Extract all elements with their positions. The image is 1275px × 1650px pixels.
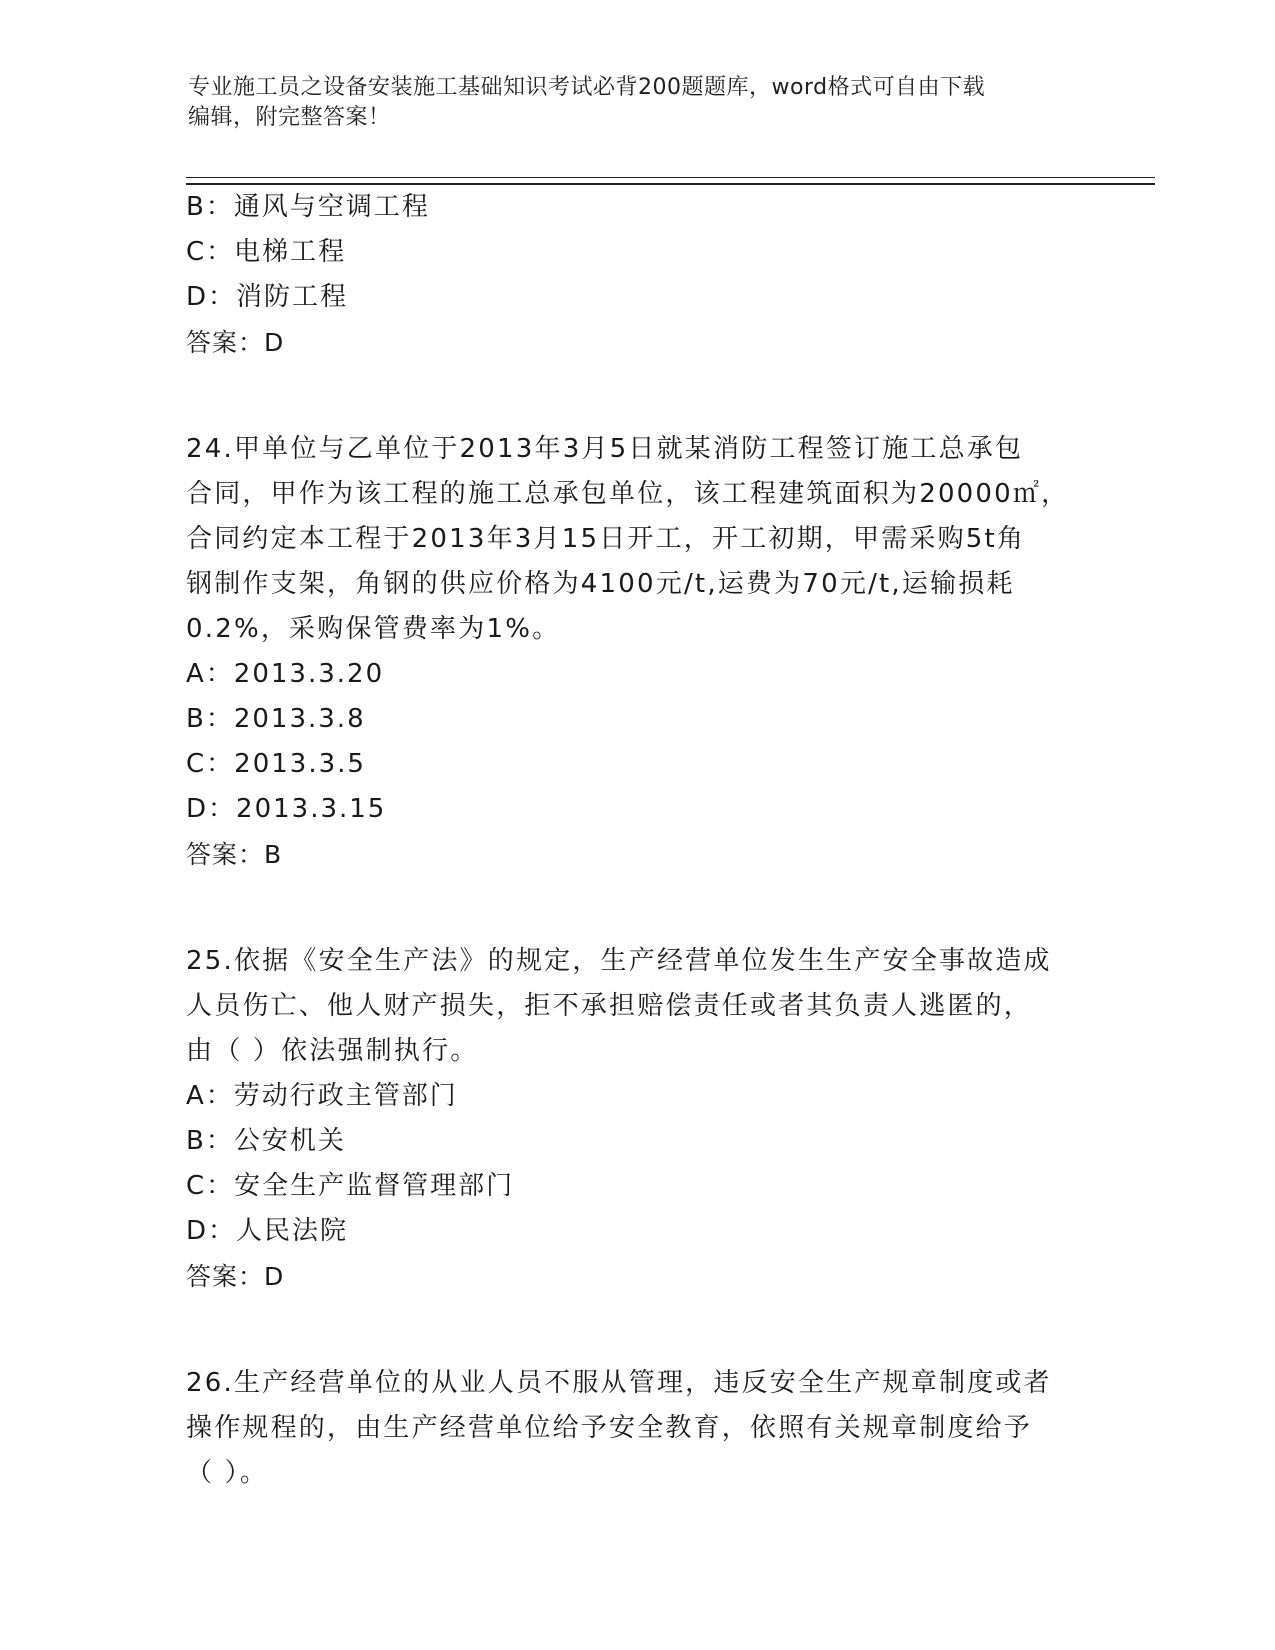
question-stem: [186, 427, 1086, 652]
question-23-tail: [186, 185, 1086, 365]
answer: 答案：D: [186, 1262, 285, 1291]
header-line-2: 编辑，附完整答案！: [188, 105, 391, 130]
answer: 答案：B: [186, 840, 283, 869]
option-d: D：人民法院: [186, 1216, 349, 1246]
option-c: C：安全生产监督管理部门: [186, 1171, 515, 1201]
spacer: [186, 365, 1086, 427]
stem-line: 25.依据《安全生产法》的规定，生产经营单位发生生产安全事故造成: [186, 946, 1052, 976]
document-header: [188, 73, 1068, 133]
option-c: C：2013.3.5: [186, 749, 366, 779]
stem-line: 由（ ）依法强制执行。: [186, 1036, 479, 1066]
question-24: [186, 427, 1086, 877]
option-d: D：消防工程: [186, 282, 349, 312]
option-b: B：2013.3.8: [186, 704, 366, 734]
stem-line: 0.2%，采购保管费率为1%。: [186, 614, 561, 644]
question-25: [186, 939, 1086, 1299]
spacer: [186, 1299, 1086, 1361]
stem-line: 24.甲单位与乙单位于2013年3月5日就某消防工程签订施工总承包: [186, 434, 1024, 464]
document-body: [186, 185, 1086, 1496]
stem-line: 合同，甲作为该工程的施工总承包单位，该工程建筑面积为20000㎡，: [186, 479, 1070, 509]
option-d: D：2013.3.15: [186, 794, 387, 824]
question-stem: [186, 939, 1086, 1074]
question-26: [186, 1361, 1086, 1496]
option-b: B：通风与空调工程: [186, 192, 430, 222]
answer: 答案：D: [186, 328, 285, 357]
header-rule: [186, 177, 1155, 185]
question-stem: [186, 1361, 1086, 1496]
stem-line: 人员伤亡、他人财产损失，拒不承担赔偿责任或者其负责人逃匿的，: [186, 991, 1033, 1021]
spacer: [186, 877, 1086, 939]
option-c: C：电梯工程: [186, 237, 347, 267]
option-a: A：2013.3.20: [186, 659, 385, 689]
option-a: A：劳动行政主管部门: [186, 1081, 458, 1111]
header-line-1: 专业施工员之设备安装施工基础知识考试必背200题题库，word格式可自由下载: [188, 75, 986, 100]
stem-line: 钢制作支架，角钢的供应价格为4100元/t,运费为70元/t,运输损耗: [186, 569, 1015, 599]
stem-line: 26.生产经营单位的从业人员不服从管理，违反安全生产规章制度或者: [186, 1368, 1052, 1398]
option-b: B：公安机关: [186, 1126, 346, 1156]
stem-line: （ ）。: [186, 1458, 269, 1488]
stem-line: 合同约定本工程于2013年3月15日开工，开工初期，甲需采购5t角: [186, 524, 1026, 554]
stem-line: 操作规程的，由生产经营单位给予安全教育，依照有关规章制度给予: [186, 1413, 1033, 1443]
